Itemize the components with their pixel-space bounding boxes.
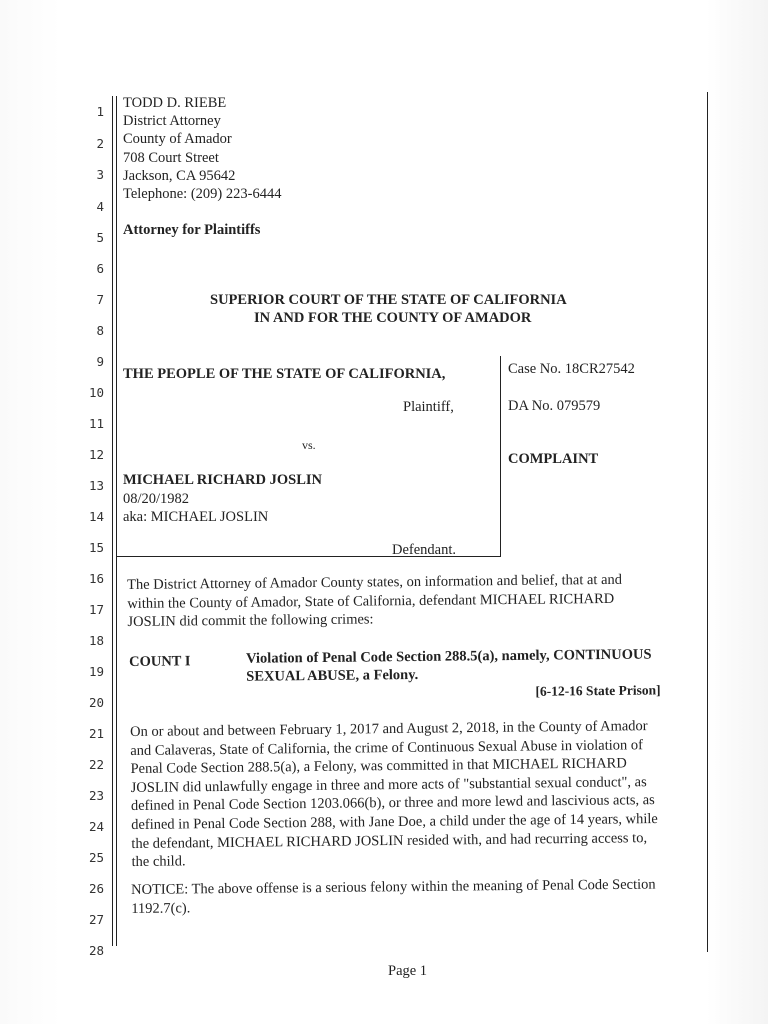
line-number: 18 (88, 633, 104, 648)
charge-line: defined in Penal Code Section 1203.066(b), or three and more lewd and lascivious acts, as (130, 792, 655, 815)
page-number: Page 1 (388, 963, 428, 979)
line-number: 23 (88, 788, 104, 803)
line-number: 16 (88, 571, 104, 586)
line-number: 14 (88, 509, 104, 524)
charge-line: and Calaveras, State of California, the crime of Continuous Sexual Abuse in violation of (130, 736, 644, 759)
line-number: 10 (88, 385, 104, 400)
line-number: 3 (96, 167, 104, 182)
line-number: 25 (88, 850, 104, 865)
line-number: 11 (88, 416, 104, 431)
line-number: 8 (96, 323, 104, 338)
line-number: 12 (88, 447, 104, 462)
attorney-city: Jackson, CA 95642 (123, 168, 236, 184)
line-number: 27 (88, 912, 104, 927)
line-number: 5 (96, 230, 104, 245)
defendant-dob: 08/20/1982 (123, 491, 190, 507)
line-number: 15 (88, 540, 104, 555)
count-label: COUNT I (128, 653, 191, 670)
count-description-line2: SEXUAL ABUSE, a Felony. (246, 666, 419, 685)
defendant-name: MICHAEL RICHARD JOSLIN (123, 472, 322, 488)
defendant-role: Defendant. (392, 542, 457, 558)
line-number: 22 (88, 757, 104, 772)
case-number: Case No. 18CR27542 (508, 361, 635, 377)
line-number: 1 (96, 104, 104, 119)
line-number: 19 (88, 664, 104, 679)
line-number: 9 (96, 354, 104, 369)
line-number: 4 (96, 199, 104, 214)
versus: vs. (302, 438, 316, 452)
notice-line: NOTICE: The above offense is a serious felony within the meaning of Penal Code Section (131, 876, 656, 898)
attorney-name: TODD D. RIEBE (123, 95, 227, 111)
notice-line: 1192.7(c). (131, 899, 191, 917)
charge-line: the child. (131, 853, 186, 871)
da-number: DA No. 079579 (508, 398, 601, 414)
charge-line: JOSLIN did unlawfully engage in three and more acts of "substantial sexual conduct", as (130, 773, 647, 796)
line-number: 2 (96, 136, 104, 151)
line-number: 28 (88, 943, 104, 958)
charge-line: Penal Code Section 288.5(a), a Felony, was committed in that MICHAEL RICHARD (130, 755, 627, 778)
plaintiff-role: Plaintiff, (403, 399, 454, 415)
court-title-line2: IN AND FOR THE COUNTY OF AMADOR (254, 310, 532, 326)
line-number: 21 (88, 726, 104, 741)
attorney-county: County of Amador (123, 131, 232, 147)
line-number: 24 (88, 819, 104, 834)
line-number: 6 (96, 261, 104, 276)
count-sentence: [6-12-16 State Prison] (535, 682, 661, 699)
line-number: 7 (96, 292, 104, 307)
attorney-street: 708 Court Street (123, 150, 219, 166)
attorney-title: District Attorney (123, 113, 221, 129)
line-number: 26 (88, 881, 104, 896)
court-title-line1: SUPERIOR COURT OF THE STATE OF CALIFORNIA (210, 292, 567, 308)
intro-line: The District Attorney of Amador County states, on information and belief, that at and (127, 571, 623, 593)
charge-line: defined in Penal Code Section 288, with Jane Doe, a child under the age of 14 years, while (131, 810, 658, 833)
attorney-telephone: Telephone: (209) 223-6444 (123, 186, 282, 202)
line-number: 20 (88, 695, 104, 710)
defendant-aka: aka: MICHAEL JOSLIN (123, 509, 269, 525)
line-number: 17 (88, 602, 104, 617)
notice-paragraph (131, 875, 711, 918)
attorney-for: Attorney for Plaintiffs (123, 222, 261, 238)
charge-line: On or about and between February 1, 2017 and August 2, 2018, in the County of Amador (130, 718, 648, 740)
intro-line: JOSLIN did commit the following crimes: (127, 611, 374, 631)
plaintiff-name: THE PEOPLE OF THE STATE OF CALIFORNIA, (123, 366, 446, 382)
count-description-line1: Violation of Penal Code Section 288.5(a), namely, CONTINUOUS (245, 646, 652, 667)
intro-line: within the County of Amador, State of California, defendant MICHAEL RICHARD (127, 590, 615, 612)
document-title: COMPLAINT (508, 451, 599, 467)
charge-paragraph (130, 716, 712, 871)
line-number: 13 (88, 478, 104, 493)
charge-line: the defendant, MICHAEL RICHARD JOSLIN resided with, and had recurring access to, (131, 829, 648, 852)
